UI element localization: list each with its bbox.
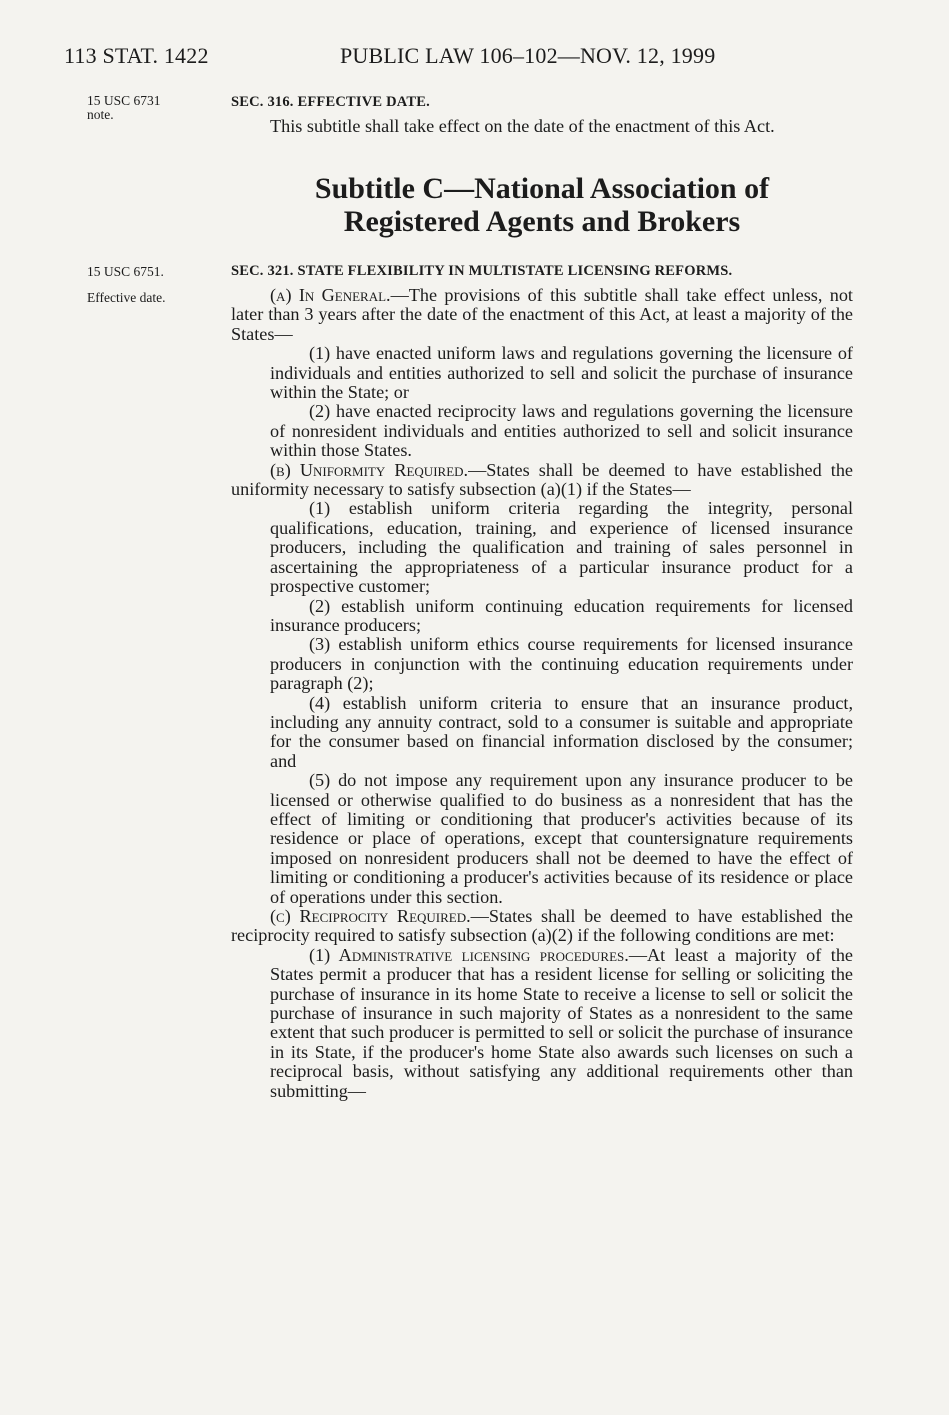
subsection-a <box>231 286 853 344</box>
paragraph-a2: (2) have enacted reciprocity laws and regulations governing the licensure of nonresident individuals and entities authorized to sell and solicit insurance within those States. <box>270 401 853 461</box>
subsection-b-label: (b) Uniformity Required. <box>270 459 469 480</box>
paragraph-c1-text: —At least a majority of the States permit a producer that has a resident license for selling or soliciting the purchase of insurance in its home State to receive a license to sell or solicit the purchase of insurance in such majority of States as a nonresident to the same extent that such producer is permitted to sell or solicit the purchase of insurance in its State, if the producer's home State also awards such licenses on such a reciprocal basis, without satisfying any additional requirements other than submitting— <box>270 944 853 1101</box>
margin-note-line: note. <box>87 107 114 122</box>
paragraph-b5: (5) do not impose any requirement upon any insurance producer to be licensed or otherwise qualified to do business as a nonresident that has the effect of limiting or conditioning that producer's activities because of its residence or place of operations, except that countersignature requirements imposed on nonresident producers shall not be deemed to have the effect of limiting or conditioning a producer's activities because of its residence or place of operations under this section. <box>270 770 853 907</box>
subsection-a-label: (a) In General. <box>270 285 391 305</box>
paragraph-c1-label: (1) Administrative licensing procedures. <box>309 944 629 965</box>
margin-note-usc-6731 <box>87 94 161 122</box>
section-321-body <box>231 286 853 1101</box>
page-header-stat: 113 STAT. 1422 <box>64 43 209 68</box>
subsection-c-label: (c) Reciprocity Required. <box>270 906 471 926</box>
paragraph-b1: (1) establish uniform criteria regarding the integrity, personal qualifications, education, training, and experience of licensed insurance producers, including the qualification and training of sales personnel in ascertaining the appropriateness of a particular insurance product for a prospective customer; <box>270 498 853 597</box>
subsection-c-text: —States shall be deemed to have established the reciprocity required to satisfy subsection (a)(2) if the following conditions are met: <box>231 906 854 946</box>
subsection-b <box>231 461 853 500</box>
page-header-law: PUBLIC LAW 106–102—NOV. 12, 1999 <box>340 43 716 68</box>
subsection-a-text: —The provisions of this subtitle shall take effect unless, not later than 3 years after the date of the enactment of this Act, at least a majority of the States— <box>231 285 853 344</box>
subtitle-line-2: Registered Agents and Brokers <box>343 205 741 238</box>
subsection-b-text: —States shall be deemed to have established the uniformity necessary to satisfy subsection (a)(1) if the States— <box>231 459 853 500</box>
paragraph-b2: (2) establish uniform continuing education requirements for licensed insurance producers; <box>270 595 853 635</box>
subtitle-line-1: Subtitle C—National Association of <box>314 172 770 205</box>
section-321-heading: SEC. 321. STATE FLEXIBILITY IN MULTISTATE LICENSING REFORMS. <box>231 263 733 279</box>
paragraph-b3: (3) establish uniform ethics course requirements for licensed insurance producers in conjunction with the continuing education requirements under paragraph (2); <box>270 634 853 694</box>
paragraph-b4: (4) establish uniform criteria to ensure that an insurance product, including any annuity contract, sold to a consumer is suitable and appropriate for the consumer based on financial information disclosed by the consumer; and <box>270 692 853 771</box>
paragraph-a1: (1) have enacted uniform laws and regulations governing the licensure of individuals and entities authorized to sell and solicit the purchase of insurance within the State; or <box>270 343 853 403</box>
margin-note-line: 15 USC 6731 <box>87 93 161 108</box>
margin-note-usc-6751: 15 USC 6751. <box>87 264 164 279</box>
paragraph-c1 <box>231 946 853 1101</box>
subsection-c <box>231 907 853 946</box>
subtitle-heading <box>231 172 853 238</box>
margin-note-effective-date: Effective date. <box>87 290 166 305</box>
section-316-body <box>231 117 853 136</box>
section-316-heading: SEC. 316. EFFECTIVE DATE. <box>231 94 430 110</box>
section-316-text: This subtitle shall take effect on the date of the enactment of this Act. <box>270 116 775 136</box>
